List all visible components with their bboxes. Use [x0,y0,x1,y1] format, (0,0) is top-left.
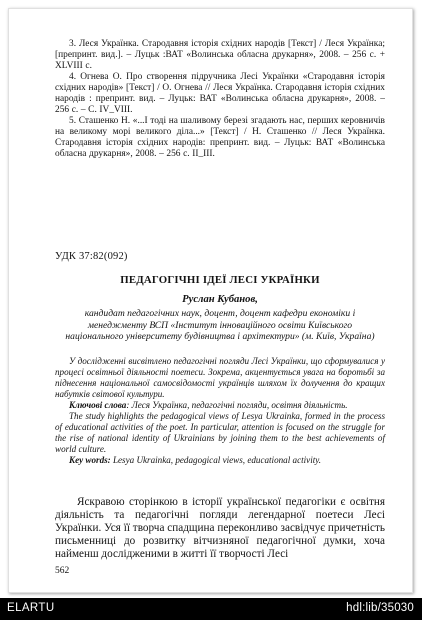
author-affiliation: кандидат педагогічних наук, доцент, доцент кафедри економіки і менеджменту ВСП «Інститут інноваційного освіти Київського національного університету будівництва і архітектури» (м. Київ, Україна) [65,308,375,342]
abstract-block [55,356,385,466]
udk-code: УДК 37:82(092) [55,251,128,262]
reference-item: 5. Сташенко Н. «...І тоді на шаливому березі згадають нас, перших керовничів на великому морі великого діла...» [Текст] / Н. Сташенко // Леся Українка. Стародавня історія східних народів: препринт. вид. – Луцьк: ВАТ «Волинська обласна друкарня», 2008. – 256 с. ІІ_ІІІ. [55,116,385,159]
keywords-english [55,455,385,466]
keywords-ukrainian-label: Ключові слова [69,400,127,410]
keywords-ukrainian [55,400,385,411]
viewer-footer-bar [0,598,422,620]
handle-identifier[interactable]: hdl:lib/35030 [346,602,414,614]
keywords-english-text: Lesya Ukrainka, pedagogical views, educational activity. [110,455,322,465]
article-title: ПЕДАГОГІЧНІ ІДЕЇ ЛЕСІ УКРАЇНКИ [120,274,320,286]
page-number: 562 [55,566,70,576]
abstract-english: The study highlights the pedagogical views of Lesya Ukrainka, formed in the process of educational activities of the poet. In particular, attention is focused on the struggle for the rise of national identity of Ukrainians by joining them to the best achievements of world culture. [55,411,385,454]
reference-item: 3. Леся Українка. Стародавня історія східних народів [Текст] / Леся Українка; [препринт. вид.]. – Луцьк :ВАТ «Волинська обласна друкарня», 2008. – 256 с. + XLVIII с. [55,39,385,71]
reference-item: 4. Огнева О. Про створення підручника Лесі Українки «Стародавня історія східних народів» [Текст] / О. Огнева // Леся Українка. Стародавня історія східних народів : препринт. вид. – Луцьк: ВАТ «Волинська обласна друкарня», 2008. – 256 с. – С. IV_VIII. [55,72,385,115]
document-page [8,8,413,593]
keywords-english-label: Key words: [69,455,111,465]
author-name: Руслан Кубанов, [182,294,258,305]
repository-name: ELARTU [7,602,55,614]
body-paragraph: Яскравою сторінкою в історії української педагогіки є освітня діяльність та педагогічні погляди легендарної поетеси Лесі Українки. Уся її творча спадщина переконливо засвідчує причетність письменниці до розвитку вітчизняної педагогічної думки, хоча найменш дослідженими в житті її творчості Лесі [55,496,385,560]
keywords-ukrainian-text: : Леся Українка, педагогічні погляди, освітня діяльність. [126,400,348,410]
article-body [55,496,385,561]
abstract-ukrainian: У дослідженні висвітлено педагогічні погляди Лесі Українки, що сформувалися у процесі освітньої діяльності поетеси. Зокрема, акцентується увага на боротьбі за піднесення національної самосвідомості українців шляхом їх долучення до кращих набутків світової культури. [55,356,385,399]
reference-list [55,39,385,160]
